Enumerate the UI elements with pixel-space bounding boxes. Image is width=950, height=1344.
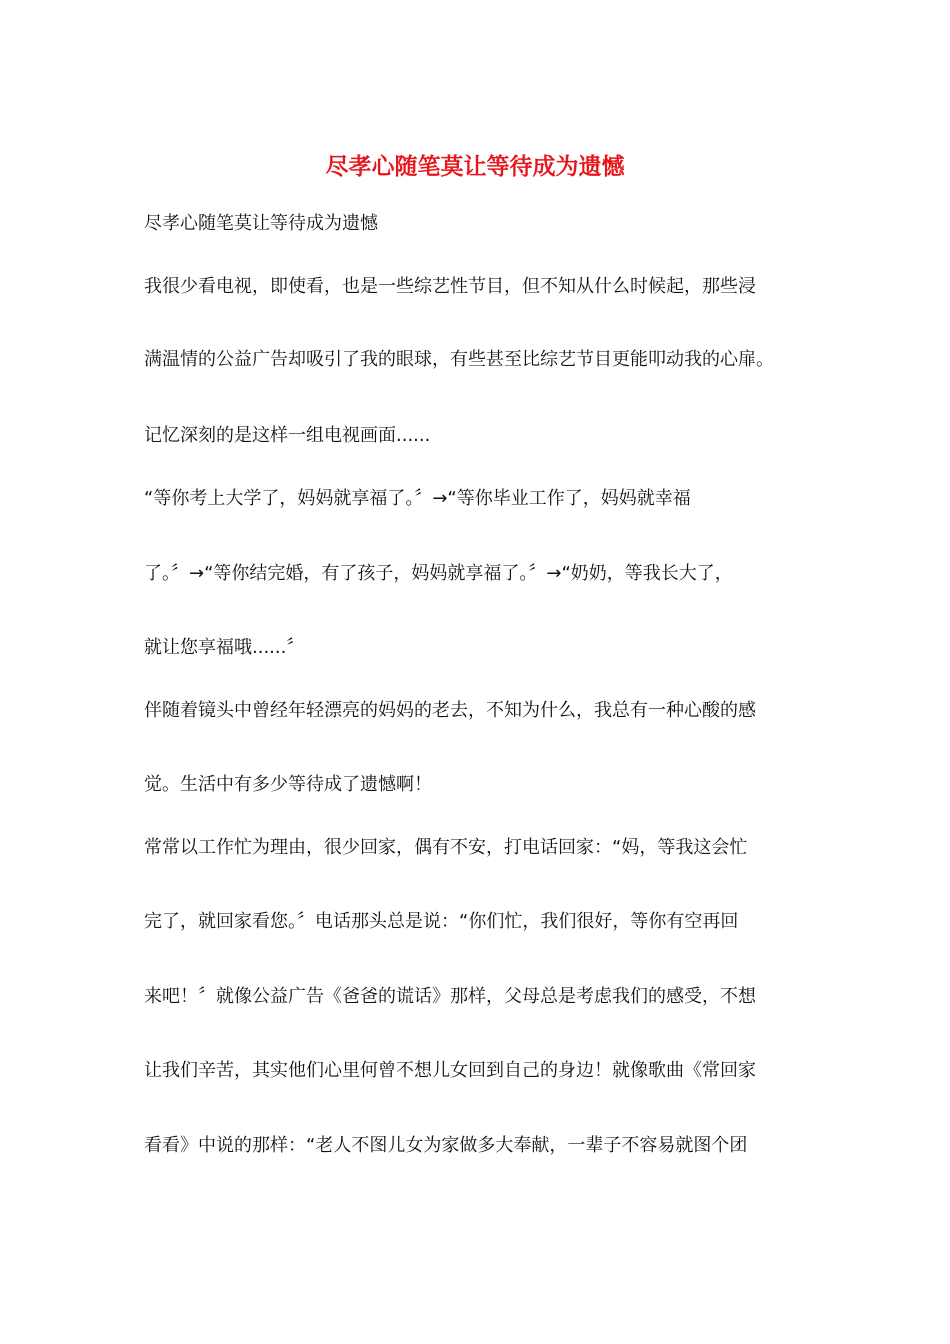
paragraph-line: 了。〞→“等你结完婚，有了孩子，妈妈就享福了。〞→“奶奶，等我长大了，	[144, 563, 733, 584]
paragraph-line: 记忆深刻的是这样一组电视画面......	[144, 425, 431, 446]
paragraph-line: 伴随着镜头中曾经年轻漂亮的妈妈的老去，不知为什么，我总有一种心酸的感	[144, 700, 756, 721]
paragraph-line: 满温情的公益广告却吸引了我的眼球，有些甚至比综艺节目更能叩动我的心扉。	[144, 349, 774, 370]
paragraph-line: 看看》中说的那样：“老人不图儿女为家做多大奉献，一辈子不容易就图个团	[144, 1135, 748, 1156]
subtitle-line: 尽孝心随笔莫让等待成为遗憾	[144, 213, 378, 234]
document-title: 尽孝心随笔莫让等待成为遗憾	[325, 153, 625, 180]
paragraph-line: “等你考上大学了，妈妈就享福了。〞→“等你毕业工作了，妈妈就幸福	[144, 488, 691, 509]
paragraph-line: 完了，就回家看您。〞电话那头总是说：“你们忙，我们很好，等你有空再回	[144, 911, 739, 932]
paragraph-line: 常常以工作忙为理由，很少回家，偶有不安，打电话回家：“妈，等我这会忙	[144, 837, 748, 858]
paragraph-line: 让我们辛苦，其实他们心里何曾不想儿女回到自己的身边！就像歌曲《常回家	[144, 1060, 756, 1081]
paragraph-line: 就让您享福哦......〞	[144, 637, 305, 658]
paragraph-line: 我很少看电视，即使看，也是一些综艺性节目，但不知从什么时候起，那些浸	[144, 276, 756, 297]
paragraph-line: 觉。生活中有多少等待成了遗憾啊！	[144, 774, 432, 795]
paragraph-line: 来吧！〞就像公益广告《爸爸的谎话》那样，父母总是考虑我们的感受，不想	[144, 986, 756, 1007]
